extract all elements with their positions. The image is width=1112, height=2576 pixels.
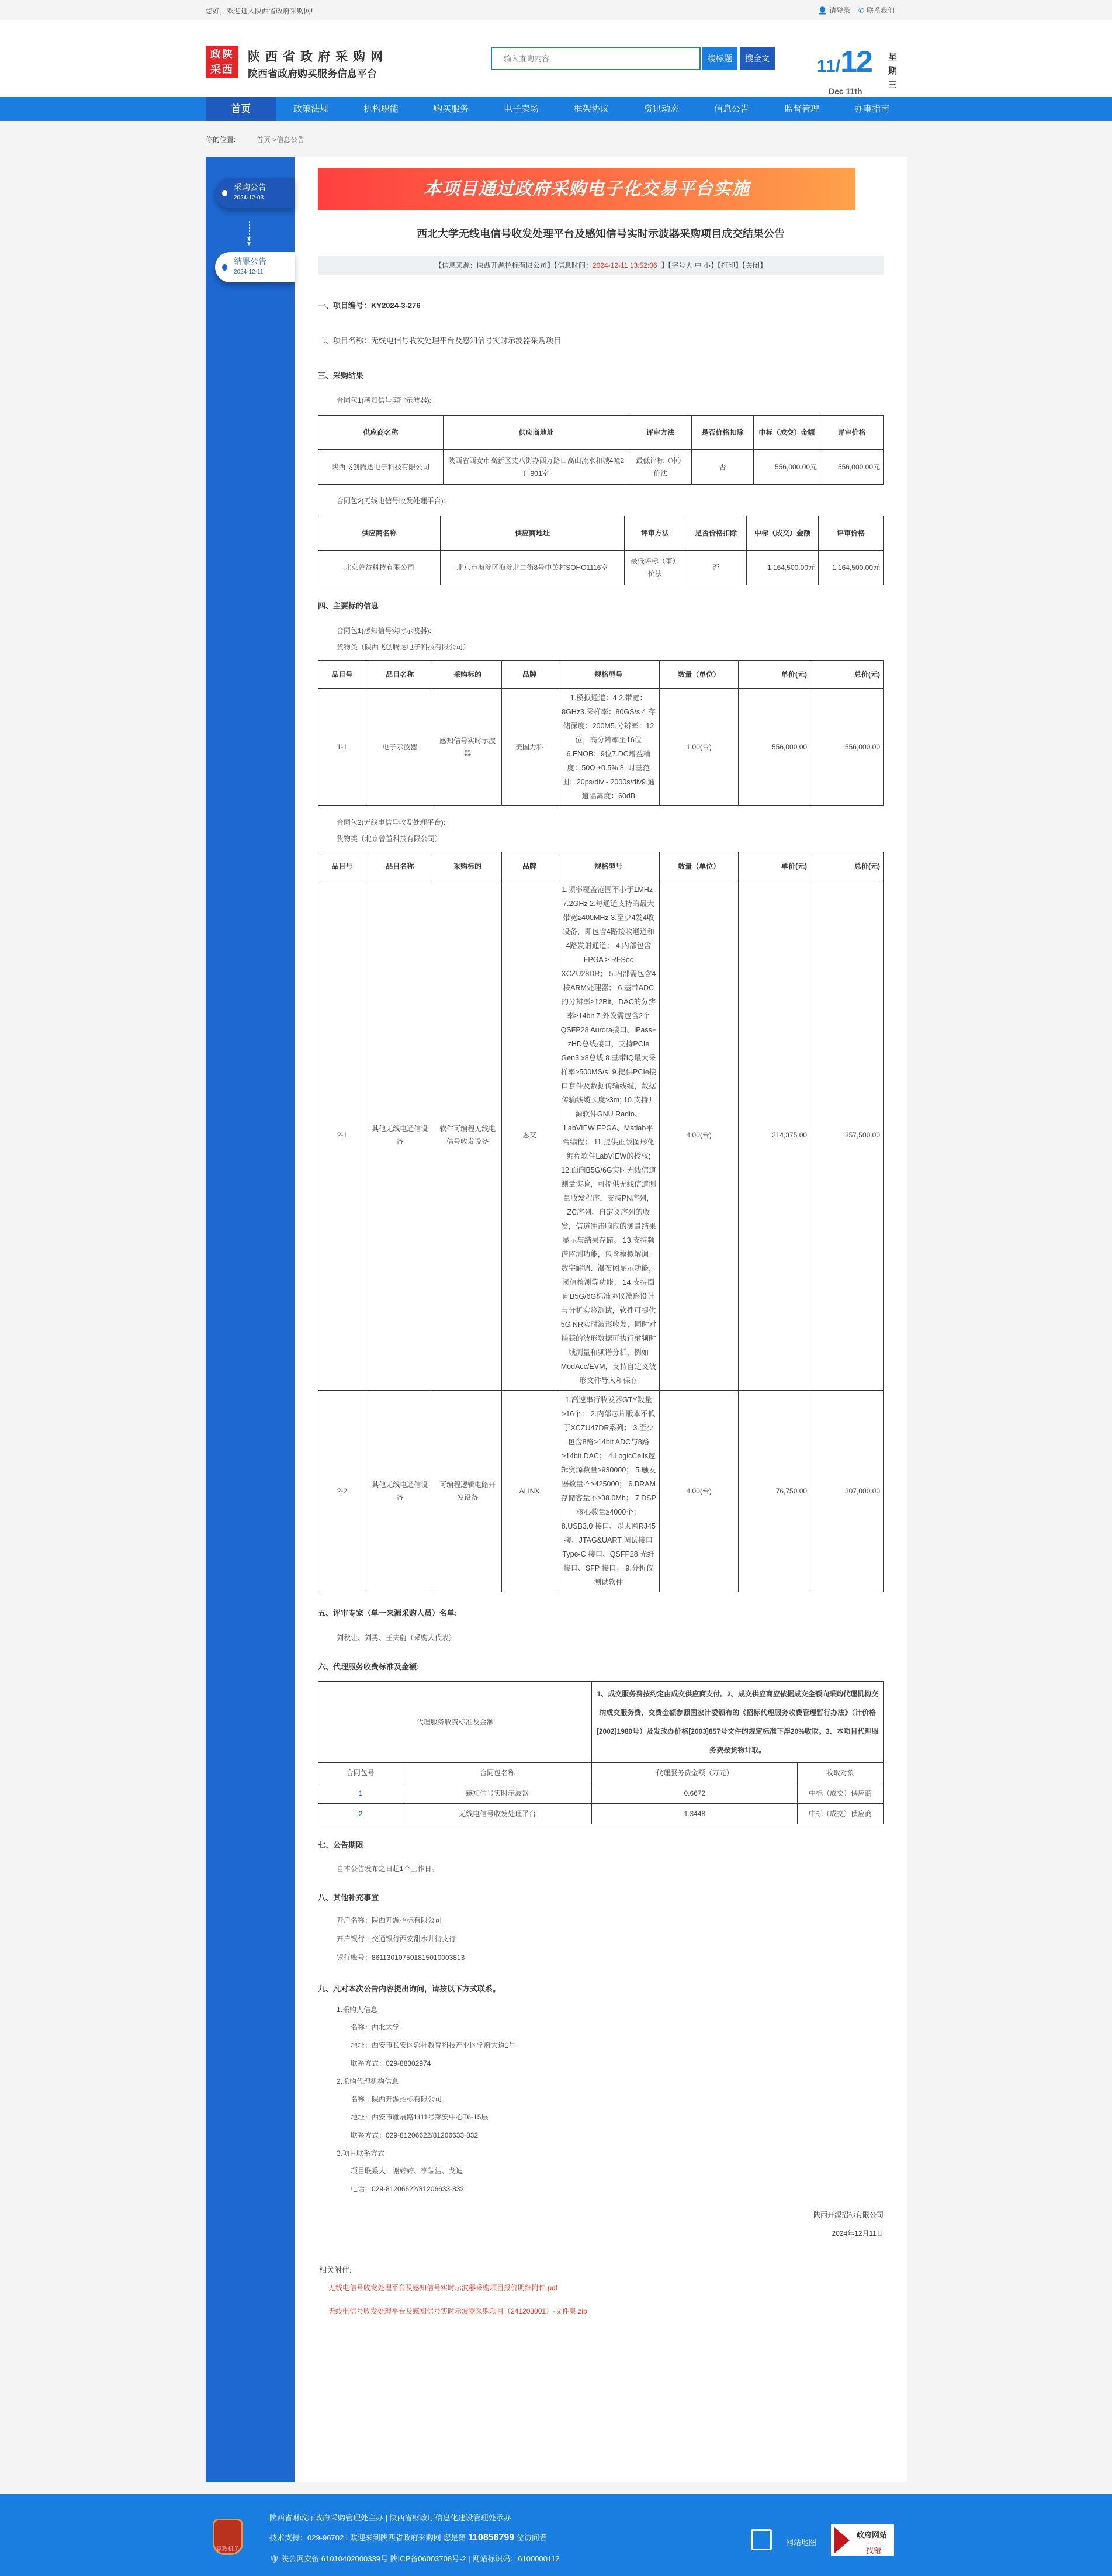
column-header: 代理服务费金额（万元） — [592, 1763, 798, 1783]
table-cell: 857,500.00 — [810, 880, 884, 1391]
contact-line: 电话：029-81206622/81206633-832 — [351, 2185, 465, 2193]
section-project-number: 一、项目编号：KY2024-3-276 — [318, 301, 421, 310]
visitor-count: 110856799 — [468, 2533, 515, 2543]
column-header: 数量（单位） — [660, 852, 739, 880]
table-cell: 0.6672 — [592, 1783, 798, 1804]
table-cell: 北京市海淀区海淀北二街8号中关村SOHO1116室 — [440, 551, 625, 585]
search-fulltext-button[interactable]: 搜全文 — [740, 47, 775, 70]
column-header: 是否价格扣除 — [692, 416, 754, 450]
table-header-row — [318, 852, 884, 880]
column-header: 评审方法 — [625, 516, 685, 551]
goods-type: 货物类（陕西飞创腾达电子科技有限公司） — [337, 643, 470, 651]
user-icon: 👤 — [818, 6, 827, 15]
section-project-name: 二、项目名称：无线电信号收发处理平台及感知信号实时示波器采购项目 — [318, 336, 562, 345]
map-icon[interactable] — [751, 2529, 772, 2550]
sitemap-link[interactable]: 网站地图 — [786, 2538, 817, 2547]
nav-item[interactable]: 资讯动态 — [643, 104, 679, 114]
table-cell: 否 — [692, 450, 754, 485]
fee-table — [318, 1681, 884, 1824]
contact-line: 名称：陕西开源招标有限公司 — [351, 2095, 442, 2103]
party-government-emblem[interactable]: 党政机关 — [213, 2519, 243, 2555]
nav-item[interactable]: 政策法规 — [293, 104, 328, 114]
footer-support: 技术支持：029-96702 | 欢迎来到陕西省政府采购网 您是第 110856799 位访问者 — [269, 2533, 547, 2543]
contact-label[interactable]: 联系我们 — [867, 6, 895, 15]
period-text: 自本公告发布之日起1个工作日。 — [337, 1865, 439, 1873]
arrow-down-icon: ▼ ▼ — [246, 236, 252, 247]
login-label[interactable]: 请登录 — [829, 6, 850, 15]
column-header: 品目名称 — [366, 852, 434, 880]
nav-item[interactable]: 框架协议 — [573, 104, 609, 114]
header — [0, 20, 1112, 97]
section-period-title: 七、公告期限 — [318, 1841, 364, 1849]
column-header: 评审价格 — [819, 516, 884, 551]
footer-icp[interactable]: 🛡 陕公网安备 61010402000339号 陕ICP备06003708号-2 | 网站标识码：6100000112 — [269, 2554, 560, 2563]
sidebar-date: 2024-12-03 — [234, 195, 264, 201]
main-nav — [0, 97, 1112, 121]
print-button[interactable]: 【打印】 — [717, 261, 742, 269]
goods-type: 货物类（北京曾益科技有限公司） — [337, 835, 442, 843]
table-cell: 中标（成交）供应商 — [798, 1783, 884, 1804]
page-title: 西北大学无线电信号收发处理平台及感知信号实时示波器采购项目成交结果公告 — [417, 228, 785, 240]
jiucuo-bottom: 找错 — [866, 2543, 881, 2556]
table-row — [318, 1391, 884, 1592]
table-cell: 最低评标（审）价法 — [629, 450, 692, 485]
timeline-sidebar — [206, 157, 295, 2482]
column-header: 中标（成交）金额 — [754, 416, 820, 450]
table-cell: 陕西飞创腾达电子科技有限公司 — [318, 450, 444, 485]
date-day: 12 — [840, 45, 872, 79]
contact-line: 联系方式：029-81206622/81206633-832 — [351, 2131, 479, 2139]
section-fee-title: 六、代理服务收费标准及金额: — [318, 1662, 420, 1671]
site-logo[interactable]: 政陕 采西 — [206, 46, 238, 78]
table-cell: 214,375.00 — [739, 880, 810, 1391]
package-label: 合同包1(感知信号实时示波器): — [337, 396, 432, 404]
date-display — [817, 44, 872, 96]
column-header: 评审价格 — [820, 416, 884, 450]
table-cell: 无线电信号收发处理平台 — [403, 1804, 592, 1824]
nav-item[interactable]: 监督管理 — [784, 104, 819, 114]
font-small-button[interactable]: 小 — [703, 261, 711, 269]
font-medium-button[interactable]: 中 — [694, 261, 702, 269]
table-row — [318, 1783, 884, 1804]
table-cell: 4.00(台) — [660, 1391, 739, 1592]
info-source: 【信息来源：陕西开源招标有限公司】【信息时间： — [434, 261, 593, 269]
items-table — [318, 660, 884, 806]
sidebar-date: 2024-12-11 — [234, 269, 264, 275]
table-row — [318, 880, 884, 1391]
column-header: 规格型号 — [557, 661, 660, 689]
attachment-link[interactable]: 无线电信号收发处理平台及感知信号实时示波器采购项目报价明细附件.pdf — [328, 2284, 558, 2292]
search-input[interactable] — [491, 47, 701, 70]
column-header: 品目号 — [318, 852, 366, 880]
contact-line: 地址：西安市长安区郭杜教育科技产业区学府大道1号 — [351, 2041, 516, 2049]
sidebar-label: 结果公告 — [234, 257, 266, 266]
column-header: 采购标的 — [434, 852, 501, 880]
table-cell: 感知信号实时示波器 — [403, 1783, 592, 1804]
account-line: 开户银行：交通银行西安甜水井街支行 — [337, 1935, 456, 1943]
column-header: 品牌 — [501, 852, 557, 880]
column-header: 合同包号 — [318, 1763, 403, 1783]
info-time: 2024-12-11 13:52:06 — [593, 261, 657, 269]
contact-line: 项目联系人：谢婷婷、李瑞洁、戈迪 — [351, 2167, 463, 2175]
phone-icon: ✆ — [858, 6, 865, 15]
breadcrumb-path[interactable]: 首页 >信息公告 — [256, 136, 305, 144]
table-cell: 美国力科 — [501, 689, 557, 806]
table-cell: 1.3448 — [592, 1804, 798, 1824]
section-contact-title: 九、凡对本次公告内容提出询问，请按以下方式联系。 — [318, 1984, 501, 1993]
column-header: 单价(元) — [739, 661, 810, 689]
table-cell: 76,750.00 — [739, 1391, 810, 1592]
supplier-table — [318, 516, 884, 585]
column-header: 中标（成交）金额 — [747, 516, 819, 551]
table-row — [318, 689, 884, 806]
signature-date: 2024年12月11日 — [832, 2229, 884, 2238]
table-cell: 1-1 — [318, 689, 366, 806]
magnifier-icon — [834, 2527, 850, 2553]
section-items-title: 四、主要标的信息 — [318, 601, 379, 610]
table-row — [318, 551, 884, 585]
site-title: 陕西省政府采购网 — [248, 50, 388, 64]
table-cell: 电子示波器 — [366, 689, 434, 806]
table-cell: ALINX — [501, 1391, 557, 1592]
table-header-row — [318, 661, 884, 689]
column-header: 采购标的 — [434, 661, 501, 689]
dot-icon — [222, 190, 227, 196]
column-header: 供应商名称 — [318, 416, 444, 450]
table-cell: 1 — [318, 1783, 403, 1804]
column-header: 总价(元) — [810, 661, 884, 689]
contact-line: 联系方式：029-88302974 — [351, 2059, 431, 2067]
table-cell: 1,164,500.00元 — [819, 551, 884, 585]
table-cell: 556,000.00元 — [754, 450, 820, 485]
contact-line: 名称：西北大学 — [351, 2023, 400, 2031]
table-cell: 陕西省西安市高新区丈八街办西万路口高山流水和城4幢2门901室 — [443, 450, 629, 485]
account-line: 开户名称：陕西开源招标有限公司 — [337, 1916, 442, 1924]
table-cell: 556,000.00 — [739, 689, 810, 806]
main-panel — [206, 157, 907, 2482]
contact-link[interactable] — [858, 5, 895, 15]
gov-site-error-report-button[interactable] — [831, 2524, 894, 2556]
column-header: 数量（单位） — [660, 661, 739, 689]
contact-line: 地址：西安市雁展路1111号莱安中心T6-15层 — [351, 2113, 489, 2121]
sidebar-item-result-notice[interactable] — [215, 252, 295, 282]
site-subtitle: 陕西省政府购买服务信息平台 — [248, 68, 377, 79]
breadcrumb-label: 你的位置: — [206, 136, 236, 144]
column-header: 是否价格扣除 — [685, 516, 747, 551]
account-line: 银行账号：861130107501815010003813 — [337, 1953, 465, 1962]
spec-cell: 1.模拟通道：4 2.带宽：8GHz3.采样率：80GS/s 4.存储深度：200M5.分辨率：12位，高分辨率至16位6.ENOB：9位7.DC增益精度：50Ω ±0.5% 8. 时基范围：20ps/div - 2000s/div9.通道隔离度：60dB — [557, 689, 660, 806]
jiucuo-top: 政府网站 — [857, 2530, 888, 2539]
table-cell: 最低评标（审）价法 — [625, 551, 685, 585]
column-header: 合同包名称 — [403, 1763, 592, 1783]
package-label: 合同包2(无线电信号收发处理平台): — [337, 818, 446, 827]
experts-list: 刘秋让、刘勇、王夫蔚（采购人代表） — [337, 1634, 456, 1642]
package-label: 合同包1(感知信号实时示波器): — [337, 627, 432, 635]
table-cell: 556,000.00元 — [820, 450, 884, 485]
column-header: 品目名称 — [366, 661, 434, 689]
table-cell: 1.00(台) — [660, 689, 739, 806]
table-cell: 软件可编程无线电信号收发设备 — [434, 880, 501, 1391]
column-header: 规格型号 — [557, 852, 660, 880]
top-bar — [0, 0, 1112, 20]
nav-item[interactable]: 购买服务 — [433, 104, 469, 114]
contact-group-label: 2.采购代理机构信息 — [337, 2077, 399, 2086]
info-bar — [318, 256, 884, 275]
platform-banner: 本项目通过政府采购电子化交易平台实施 — [318, 168, 855, 210]
nav-item[interactable]: 信息公告 — [713, 104, 749, 114]
table-cell: 北京曾益科技有限公司 — [318, 551, 441, 585]
column-header: 供应商地址 — [440, 516, 625, 551]
close-button[interactable]: 【关闭】 — [742, 261, 767, 269]
nav-item[interactable]: 首页 — [206, 97, 276, 121]
signature — [318, 2205, 884, 2243]
supplier-table — [318, 415, 884, 485]
date-en: Dec 11th — [829, 87, 862, 96]
column-header: 评审方法 — [629, 416, 692, 450]
sidebar-item-purchase-notice[interactable] — [215, 178, 295, 208]
welcome-text: 您好，欢迎进入陕西省政府采购网! — [206, 7, 313, 15]
column-header: 供应商地址 — [443, 416, 629, 450]
column-header: 品牌 — [501, 661, 557, 689]
column-header: 供应商名称 — [318, 516, 441, 551]
section-experts-title: 五、评审专家（单一来源采购人员）名单: — [318, 1609, 458, 1617]
nav-item[interactable]: 电子卖场 — [503, 104, 539, 114]
table-cell: 其他无线电通信设备 — [366, 880, 434, 1391]
footer-sponsor: 陕西省财政厅政府采购管理处主办 | 陕西省财政厅信息化建设管理处承办 — [269, 2513, 511, 2522]
sidebar-label: 采购公告 — [234, 182, 266, 192]
contact-group-label: 3.项目联系方式 — [337, 2149, 385, 2157]
dot-icon — [222, 264, 227, 271]
table-cell: 可编程逻辑电路开发设备 — [434, 1391, 501, 1592]
table-row — [318, 450, 884, 485]
items-table — [318, 852, 884, 1592]
login-link[interactable] — [818, 5, 850, 15]
fee-left-cell: 代理服务收费标准及金额 — [318, 1682, 592, 1763]
footer — [0, 2494, 1112, 2576]
table-cell: 2-2 — [318, 1391, 366, 1592]
article-body — [318, 291, 884, 2329]
table-cell: 其他无线电通信设备 — [366, 1391, 434, 1592]
font-large-button[interactable]: 大 — [685, 261, 693, 269]
table-cell: 4.00(台) — [660, 880, 739, 1391]
table-cell: 否 — [685, 551, 747, 585]
table-cell: 556,000.00 — [810, 689, 884, 806]
contact-group-label: 1.采购人信息 — [337, 2006, 378, 2014]
table-cell: 2 — [318, 1804, 403, 1824]
table-cell: 感知信号实时示波器 — [434, 689, 501, 806]
font-size-label: 】【字号 — [661, 261, 686, 269]
column-header: 品目号 — [318, 661, 366, 689]
bracket: 】 — [710, 261, 718, 269]
table-cell: 中标（成交）供应商 — [798, 1804, 884, 1824]
section-results-title: 三、采购结果 — [318, 371, 364, 380]
table-cell: 307,000.00 — [810, 1391, 884, 1592]
nav-item[interactable]: 办事指南 — [854, 104, 889, 114]
table-cell: 恩艾 — [501, 880, 557, 1391]
breadcrumb — [206, 134, 304, 146]
search-title-button[interactable]: 搜标题 — [702, 47, 737, 70]
table-header-row — [318, 416, 884, 450]
table-cell: 2-1 — [318, 880, 366, 1391]
police-badge-icon: 🛡 — [269, 2554, 279, 2563]
attachments-label: 相关附件: — [319, 2266, 352, 2274]
table-row — [318, 1804, 884, 1824]
package-label: 合同包2(无线电信号收发处理平台): — [337, 497, 446, 505]
table-header-row — [318, 516, 884, 551]
table-cell: 1,164,500.00元 — [747, 551, 819, 585]
weekday: 星期三 — [888, 52, 898, 90]
spec-cell: 1.频率覆盖范围不小于1MHz-7.2GHz 2.每通道支持的最大带宽≥400MHz 3.至少4发4收设备，即包含4路接收通道和 4路发射通道； 4.内部包含FPGA ≥ RFSoc XCZU28DR； 5.内部需包含4核ARM处理器； 6.基带ADC的分辨率≥12Bit，DAC的分辨率≥14bit 7.外设需包含2个QSFP28 Aurora接口、iPass+ zHD总线接口，支持PCIe Gen3 x8总线 8.基带IQ最大采样率≥500MS/s; 9.提供PCIe接口套件及数据传输线缆，数据传输线缆长度≥3m; 10.支持开源软件GNU Radio、LabVIEW FPGA、Matlab平台编程； 11.提供正版图形化编程软件LabVIEW的授权; 12.面向B5G/6G实时无线信道测量实验，可提供无线信道测量收发程序，支持PN序列，ZC序列、自定义序列的收发，信道冲击响应的测量结果显示与结果存储。 13.支持频谱监测功能，包含模拟解调、数字解调、瀑布图显示功能，阈值检测等功能； 14.支持面向B5G/6G标准协议波形设计与分析实验测试，软件可提供5G NR实时波形收发，同时对捕获的波形数据可执行射频时域测量和频谱分析，例如ModAcc/EVM，支持自定义波形文件导入和保存 — [557, 880, 660, 1391]
column-header: 单价(元) — [739, 852, 810, 880]
attachment-link[interactable]: 无线电信号收发处理平台及感知信号实时示波器采购项目（241203001）-文件集.zip — [328, 2307, 587, 2315]
fee-standard-text: 1、成交服务费按约定由成交供应商支付。2、成交供应商应依据成交金额向采购代理机构交纳成交服务费，交费金额参照国家计委颁布的《招标代理服务收费管理暂行办法》（计价格[2002]1980号）及发改办价格[2003]857号文件的规定标准下浮20%收取。3、本项目代理服务费按货物计取。 — [592, 1682, 884, 1763]
spec-cell: 1.高速串行收发器GTY数量≥16个； 2.内部芯片版本不低于XCZU47DR系列； 3.至少包含8路≥14bit ADC与8路≥14bit DAC； 4.LogicCells逻辑资源数量≥930000； 5.触发器数量不≥425000； 6.BRAM存储容量不≥38.0Mb； 7.DSP核心数量≥4000个； 8.USB3.0 接口、以太网RJ45 接、JTAG&UART 调试接口Type-C 接口、QSFP28 光纤接口、SFP 接口； 9.分析仪测试软件 — [557, 1391, 660, 1592]
nav-item[interactable]: 机构职能 — [363, 104, 399, 114]
section-other-title: 八、其他补充事宜 — [318, 1893, 379, 1902]
column-header: 收取对象 — [798, 1763, 884, 1783]
date-month: 11/ — [817, 57, 841, 76]
column-header: 总价(元) — [810, 852, 884, 880]
table-header-row — [318, 1763, 884, 1783]
signature-org: 陕西开源招标有限公司 — [813, 2211, 884, 2219]
